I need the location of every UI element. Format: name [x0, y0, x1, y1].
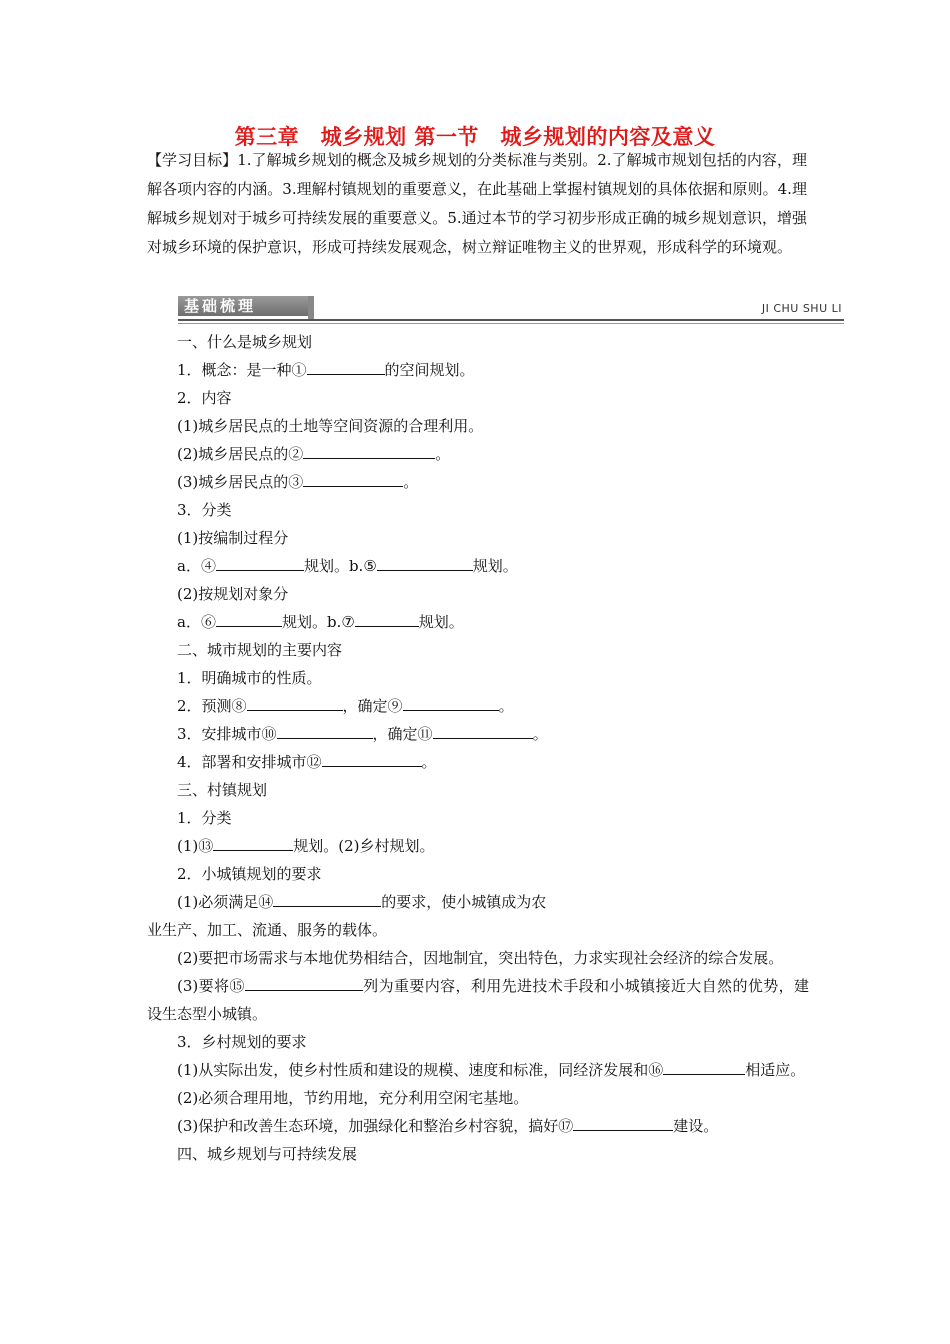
text: 。 — [421, 753, 437, 771]
fill-blank-9[interactable] — [403, 692, 499, 711]
banner-rule-thin — [178, 323, 844, 324]
text: ，确定⑨ — [342, 697, 403, 715]
list-item — [147, 888, 809, 916]
fill-blank-1[interactable] — [307, 356, 385, 375]
text: 4．部署和安排城市⑫ — [177, 753, 322, 771]
text: (1)从实际出发，使乡村性质和建设的规模、速度和标准，同经济发展和⑯ — [177, 1061, 664, 1079]
text: 规划。(2)乡村规划。 — [293, 837, 435, 855]
text: 。 — [532, 725, 548, 743]
text: (1)⑬ — [177, 837, 214, 855]
fill-blank-10[interactable] — [277, 720, 373, 739]
section-heading: 一、什么是城乡规划 — [177, 333, 313, 351]
banner-pinyin: JI CHU SHU LI — [761, 302, 842, 315]
fill-blank-12[interactable] — [322, 748, 422, 767]
list-item — [147, 1112, 809, 1140]
fill-blank-5[interactable] — [377, 552, 473, 571]
fill-blank-16[interactable] — [663, 1056, 745, 1075]
list-item: (2)按规划对象分 — [177, 585, 289, 603]
text: (3)要将⑮ — [177, 977, 245, 995]
text: 建设。 — [673, 1117, 719, 1135]
page-title: 第三章 城乡规划 第一节 城乡规划的内容及意义 — [234, 125, 716, 149]
fill-blank-6[interactable] — [216, 608, 282, 627]
text: 1．概念：是一种① — [177, 361, 307, 379]
list-item: (1)按编制过程分 — [177, 529, 289, 547]
list-item: 3．乡村规划的要求 — [177, 1033, 307, 1051]
list-item: 1．明确城市的性质。 — [177, 669, 322, 687]
fill-blank-3[interactable] — [303, 468, 403, 487]
text: 3．安排城市⑩ — [177, 725, 277, 743]
text: 规划。b.⑦ — [281, 613, 355, 631]
fill-blank-17[interactable] — [573, 1112, 673, 1131]
list-item — [147, 1056, 809, 1084]
list-item: 3．分类 — [177, 501, 232, 519]
list-item: 2．内容 — [177, 389, 232, 407]
list-item — [147, 440, 809, 468]
fill-blank-8[interactable] — [247, 692, 343, 711]
list-item — [147, 356, 809, 384]
text: 规划。 — [472, 557, 518, 575]
section-heading: 四、城乡规划与可持续发展 — [177, 1145, 358, 1163]
list-item — [147, 972, 809, 1028]
text: 。 — [403, 473, 419, 491]
list-item — [147, 748, 809, 776]
list-item — [147, 608, 809, 636]
list-item: 2．小城镇规划的要求 — [177, 865, 322, 883]
list-item: (2)必须合理用地，节约用地，充分利用空闲宅基地。 — [177, 1089, 529, 1107]
list-item — [147, 832, 809, 860]
fill-blank-14[interactable] — [273, 888, 381, 907]
learning-goals — [147, 146, 807, 262]
text: (2)城乡居民点的② — [177, 445, 304, 463]
goals-label: 【学习目标】 — [147, 151, 238, 169]
text: 规划。 — [418, 613, 464, 631]
list-item — [147, 552, 809, 580]
section-heading: 三、村镇规划 — [177, 781, 268, 799]
banner-rule — [178, 319, 844, 321]
text: (1)必须满足⑭ — [177, 893, 274, 911]
fill-blank-7[interactable] — [355, 608, 419, 627]
text: (3)保护和改善生态环境，加强绿化和整治乡村容貌，搞好⑰ — [177, 1117, 574, 1135]
section-banner — [178, 294, 844, 324]
text: ，确定⑪ — [372, 725, 433, 743]
text: (3)城乡居民点的③ — [177, 473, 304, 491]
list-item — [147, 692, 809, 720]
text: a．④ — [177, 557, 216, 575]
fill-blank-2[interactable] — [303, 440, 435, 459]
text: 2．预测⑧ — [177, 697, 247, 715]
banner-notch — [308, 296, 314, 320]
list-item — [147, 468, 809, 496]
list-item: (2)要把市场需求与本地优势相结合，因地制宜，突出特色，力求实现社会经济的综合发展。 — [177, 949, 784, 967]
text: 。 — [498, 697, 514, 715]
fill-blank-4[interactable] — [216, 552, 304, 571]
list-item: 业生产、加工、流通、服务的载体。 — [147, 921, 388, 939]
list-item: (1)城乡居民点的土地等空间资源的合理利用。 — [177, 417, 484, 435]
section-heading: 二、城市规划的主要内容 — [177, 641, 343, 659]
text: 的要求，使小城镇成为农 — [381, 893, 547, 911]
fill-blank-15[interactable] — [245, 972, 363, 991]
banner-tag: 基础梳理 — [178, 296, 308, 316]
fill-blank-13[interactable] — [213, 832, 293, 851]
text: a．⑥ — [177, 613, 216, 631]
list-item: 1．分类 — [177, 809, 232, 827]
text: 相适应。 — [745, 1061, 806, 1079]
goals-text: 1.了解城乡规划的概念及城乡规划的分类标准与类别。2.了解城市规划包括的内容，理解各项内容的内涵。3.理解村镇规划的重要意义，在此基础上掌握村镇规划的具体依据和原则。4.理解城乡规划对于城乡可持续发展的重要意义。5.通过本节的学习初步形成正确的城乡规划意识，增强对城乡环境的保护意识，形成可持续发展观念，树立辩证唯物主义的世界观，形成科学的环境观。 — [147, 151, 807, 256]
text: 的空间规划。 — [384, 361, 475, 379]
main-content — [147, 328, 809, 1168]
text: 规划。b.⑤ — [303, 557, 377, 575]
list-item — [147, 720, 809, 748]
text: 。 — [435, 445, 451, 463]
fill-blank-11[interactable] — [433, 720, 533, 739]
text: 列为重要内容，利用先进技术手段和小城镇接近大自然的优势，建设生态型小城镇。 — [147, 977, 809, 1023]
